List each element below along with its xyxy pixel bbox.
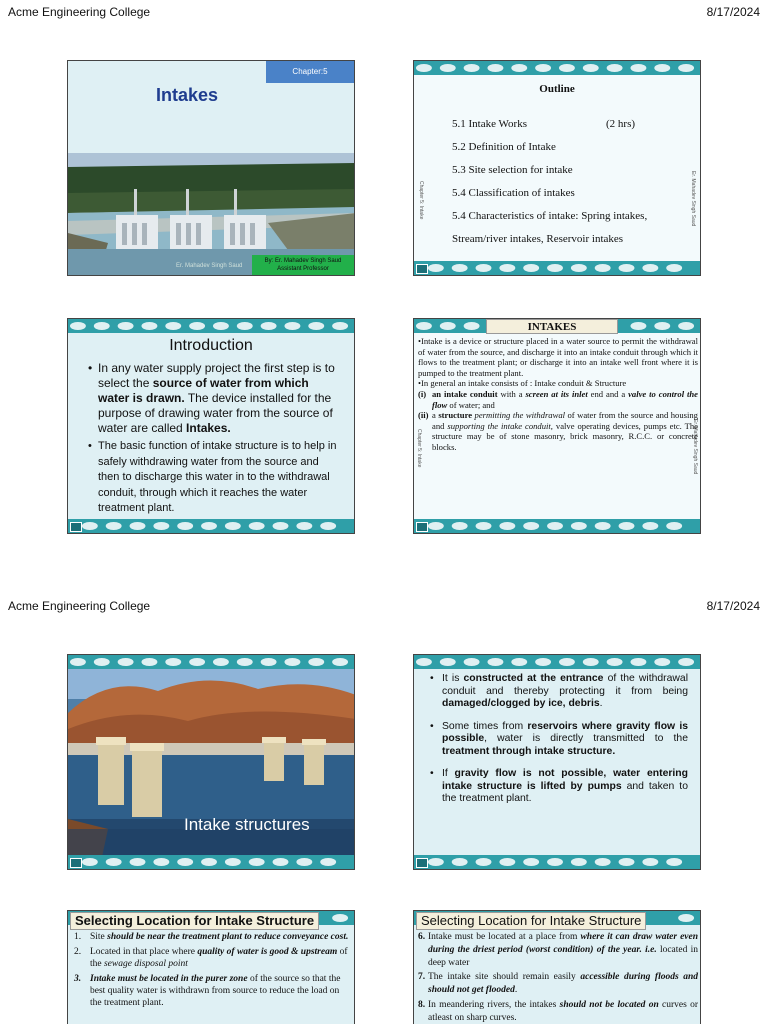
footer-logo-icon bbox=[416, 858, 428, 868]
criteria-item: 2. Located in that place where quality of water is good & upstream of the sewage disposal point bbox=[74, 947, 348, 969]
criteria-item: 7. The intake site should remain easily accessible during floods and should not get flooded. bbox=[418, 972, 698, 996]
component-item: (ii) a structure permitting the withdrawal of water from the source and housing and supporting the intake conduit, valve operating devices, pumps etc. The structure may be of stone masonry, brick masonry, R.C.C. or concrete blocks. bbox=[418, 410, 698, 452]
chapter-sidebar: Chapter 5: Intake bbox=[418, 181, 424, 220]
outline-item: 5.4 Characteristics of intake: Spring intakes, bbox=[452, 210, 648, 222]
slide-location-selection-2[interactable] bbox=[413, 910, 701, 1024]
function-bullets bbox=[430, 673, 688, 816]
slide-outline[interactable] bbox=[413, 60, 701, 276]
introduction-title: Introduction bbox=[169, 337, 253, 354]
criteria-item: 6. Intake must be located at a place from where it can draw water even during the driest period (worst condition) of the year. i.e. located in deep water bbox=[418, 932, 699, 968]
slide-introduction[interactable] bbox=[67, 318, 355, 534]
footer-logo-icon bbox=[416, 264, 428, 274]
outline-item-continued: Stream/river intakes, Reservoir intakes bbox=[452, 233, 624, 245]
slide-location-selection-1[interactable] bbox=[67, 910, 355, 1024]
decorative-band-bottom bbox=[68, 855, 354, 869]
byline-title: Assistant Professor bbox=[277, 266, 329, 272]
slide-title-intakes[interactable] bbox=[67, 60, 355, 276]
criteria-item: 8. In meandering rivers, the intakes should not be located on curves or atleast on sharp curves. bbox=[418, 999, 698, 1023]
footer-logo-icon bbox=[70, 858, 82, 868]
outline-item: 5.1 Intake Works (2 hrs) bbox=[452, 118, 636, 130]
outline-hours: (2 hrs) bbox=[606, 118, 636, 130]
author-byline bbox=[252, 255, 354, 275]
slide-title: Intakes bbox=[156, 85, 219, 105]
location-title: Selecting Location for Intake Structure bbox=[416, 912, 646, 930]
criteria-item: 1. Site should be near the treatment plant to reduce conveyance cost. bbox=[74, 932, 349, 942]
slide-intake-structures-photo[interactable] bbox=[67, 654, 355, 870]
outline-item: 5.2 Definition of Intake bbox=[452, 141, 556, 153]
slide-intakes-definition[interactable] bbox=[413, 318, 701, 534]
chapter-sidebar: Chapter 5: Intake bbox=[416, 429, 422, 468]
outline-list bbox=[452, 117, 692, 255]
decorative-band-bottom bbox=[68, 519, 354, 533]
bullet-item: • It is constructed at the entrance of the withdrawal conduit and thereby protecting it from being damaged/clogged by ice, debris. bbox=[430, 673, 688, 711]
bullet-item: • The basic function of intake structure is to help in safely withdrawing water from the source and then to discharge this water in to the withdrawal conduit, through which it reaches the water treatment plant. bbox=[88, 439, 340, 517]
decorative-band-top bbox=[68, 319, 354, 333]
decorative-band-top bbox=[414, 655, 700, 669]
footer-logo-icon bbox=[70, 522, 82, 532]
institution-name: Acme Engineering College bbox=[8, 599, 151, 613]
location-criteria-list bbox=[74, 931, 350, 1012]
bullet-item: • Some times from reservoirs where gravity flow is possible, water is directly transmitted to the treatment through intake structure. bbox=[430, 721, 688, 759]
photo-caption: Intake structures bbox=[184, 815, 310, 834]
footer-logo-icon bbox=[416, 522, 428, 532]
intakes-body bbox=[418, 336, 698, 453]
outline-title: Outline bbox=[539, 83, 575, 95]
outline-item: 5.3 Site selection for intake bbox=[452, 164, 573, 176]
bullet-item: • If gravity flow is not possible, water entering intake structure is lifted by pumps and taken to the treatment plant. bbox=[430, 768, 688, 806]
decorative-band-top bbox=[414, 61, 700, 75]
decorative-band-top bbox=[68, 655, 354, 669]
decorative-band-bottom bbox=[414, 261, 700, 275]
page-header bbox=[0, 0, 768, 24]
author-sidebar: Er. Mahadev Singh Saud bbox=[690, 171, 696, 227]
components-paragraph: •In general an intake consists of : Intake conduit & Structure bbox=[418, 378, 627, 389]
slide-intake-function[interactable] bbox=[413, 654, 701, 870]
author-sidebar: Er. Mahadev Singh Saud bbox=[692, 419, 698, 475]
criteria-item: 3. Intake must be located in the purer zone of the source so that the best quality water is withdrawn from source to reduce the load on the treatment plant. bbox=[74, 974, 341, 1008]
component-item: (i) an intake conduit with a screen at its inlet end and a valve to control the flow of water; and bbox=[418, 388, 698, 410]
bullet-item: • In any water supply project the first step is to select the source of water from which water is drawn. The device installed for the purpose of drawing water from the source of water are called Intakes. bbox=[88, 361, 340, 436]
chapter-tab: Chapter:5 bbox=[266, 61, 354, 83]
author-watermark: Er. Mahadev Singh Saud bbox=[176, 263, 243, 269]
page-header bbox=[0, 594, 768, 618]
decorative-band-bottom bbox=[414, 519, 700, 533]
introduction-bullets bbox=[88, 361, 340, 520]
institution-name: Acme Engineering College bbox=[8, 5, 151, 19]
byline-name: By: Er. Mahadev Singh Saud bbox=[264, 258, 342, 264]
outline-item: 5.4 Classification of intakes bbox=[452, 187, 575, 199]
location-criteria-list bbox=[418, 931, 698, 1024]
intakes-title: INTAKES bbox=[486, 319, 618, 334]
page-date: 8/17/2024 bbox=[706, 5, 760, 19]
location-title: Selecting Location for Intake Structure bbox=[70, 912, 319, 930]
page-date: 8/17/2024 bbox=[706, 599, 760, 613]
definition-paragraph: •Intake is a device or structure placed in a water source to permit the withdrawal of water from the source, and discharge it into an intake conduit through which it flows to the treatment plant; or discharge it into an intake well front where it is pumped to the treatment plant. bbox=[418, 336, 698, 378]
decorative-band-bottom bbox=[414, 855, 700, 869]
